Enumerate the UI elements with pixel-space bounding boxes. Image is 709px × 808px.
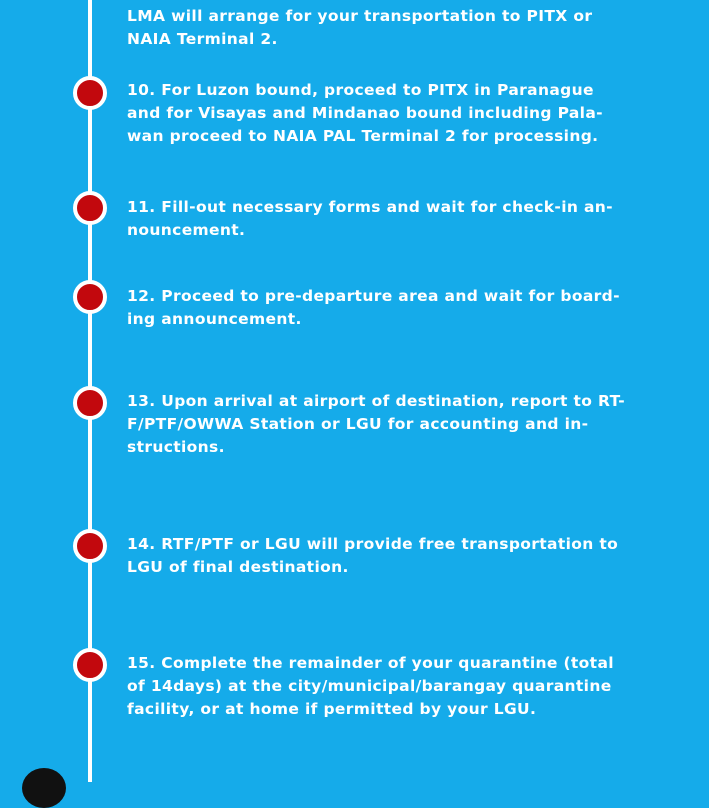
timeline-dot xyxy=(73,529,107,563)
timeline-dot xyxy=(73,191,107,225)
intro-partial-text: LMA will arrange for your transportation to PITX or NAIA Terminal 2. xyxy=(127,7,593,48)
timeline-dot xyxy=(73,386,107,420)
timeline-dot xyxy=(73,648,107,682)
step-13-text: 13. Upon arrival at airport of destination, report to RT- F/PTF/OWWA Station or LGU for accounting and in- structions. xyxy=(127,392,626,456)
step-14-text: 14. RTF/PTF or LGU will provide free transportation to LGU of final destination. xyxy=(127,535,619,576)
step-12-text: 12. Proceed to pre-departure area and wait for board- ing announcement. xyxy=(127,287,620,328)
step-15-text: 15. Complete the remainder of your quarantine (total of 14days) at the city/municipal/barangay quarantine facility, or at home if permitted by your LGU. xyxy=(127,654,614,718)
person-silhouette-icon xyxy=(22,768,66,808)
step-10-text: 10. For Luzon bound, proceed to PITX in Paranague and for Visayas and Mindanao bound including Pala- wan proceed to NAIA PAL Terminal 2 for processing. xyxy=(127,81,603,145)
step-11-text: 11. Fill-out necessary forms and wait for check-in an- nouncement. xyxy=(127,198,613,239)
timeline-dot xyxy=(73,76,107,110)
timeline-dot xyxy=(73,280,107,314)
